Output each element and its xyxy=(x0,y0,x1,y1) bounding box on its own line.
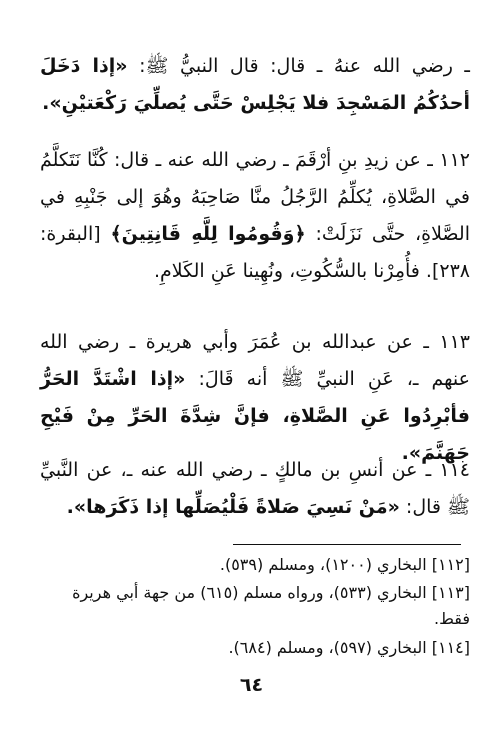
footnote-112: [١١٢] البخاري (١٢٠٠)، ومسلم (٥٣٩). xyxy=(219,555,470,574)
paragraph-111-hadith: «إذا دَخَلَ أحدُكُمُ المَسْجِدَ فلا يَجْلِسْ حَتَّى يُصلِّيَ رَكْعَتيْنِ». xyxy=(40,55,470,114)
paragraph-111-tail xyxy=(40,48,470,122)
paragraph-113 xyxy=(40,324,470,472)
paragraph-113-intro: ١١٣ ـ عن عبدالله بن عُمَرَ وأبي هريرة ـ رضي الله عنهم ـ، عَنِ النبيِّ ﷺ أنه قَالَ: xyxy=(40,331,470,390)
paragraph-114-hadith: «مَنْ نَسِيَ صَلاةً فَلْيُصَلِّها إذا ذَكَرَها». xyxy=(66,496,400,518)
footnote-separator xyxy=(233,544,461,545)
paragraph-112-quran: ﴿وَقُومُوا لِلَّهِ قَانِتِينَ﴾ xyxy=(110,223,306,245)
footnote-114: [١١٤] البخاري (٥٩٧)، ومسلم (٦٨٤). xyxy=(228,638,470,657)
paragraph-114 xyxy=(40,452,470,526)
page-number: ٦٤ xyxy=(239,674,264,696)
paragraph-112-text: ١١٢ ـ عن زيدِ بنِ أرْقَمَ ـ رضي الله عنه ـ قال: كُنَّا نَتَكلَّمُ في الصَّلاةِ، يُكلِّمُ الرَّجُلُ منَّا صَاحِبَهُ وهُوَ إلى جَنْبِهِ في الصَّلاةِ، حتَّى نَزَلَتْ: xyxy=(40,149,470,245)
paragraph-113-hadith: «إذا اشْتَدَّ الحَرُّ فأبْرِدُوا عَنِ الصَّلاةِ، فإنَّ شِدَّةَ الحَرِّ مِنْ فَيْحِ جَهَنَّمَ». xyxy=(40,368,470,464)
footnote-113: [١١٣] البخاري (٥٣٣)، ورواه مسلم (٦١٥) من جهة أبي هريرة فقط. xyxy=(72,583,470,628)
paragraph-114-intro: ١١٤ ـ عن أنسِ بن مالكٍ ـ رضي الله عنه ـ، عن النَّبيِّ ﷺ قال: xyxy=(40,459,470,518)
paragraph-112 xyxy=(40,142,470,290)
paragraph-111-intro: ـ رضي الله عنهُ ـ قال: قال النبيُّ ﷺ: xyxy=(127,55,470,77)
paragraph-112-rest: [البقرة: ٢٣٨]. فأُمِرْنا بالسُّكُوتِ، ونُهِينا عَنِ الكَلامِ. xyxy=(40,223,470,282)
